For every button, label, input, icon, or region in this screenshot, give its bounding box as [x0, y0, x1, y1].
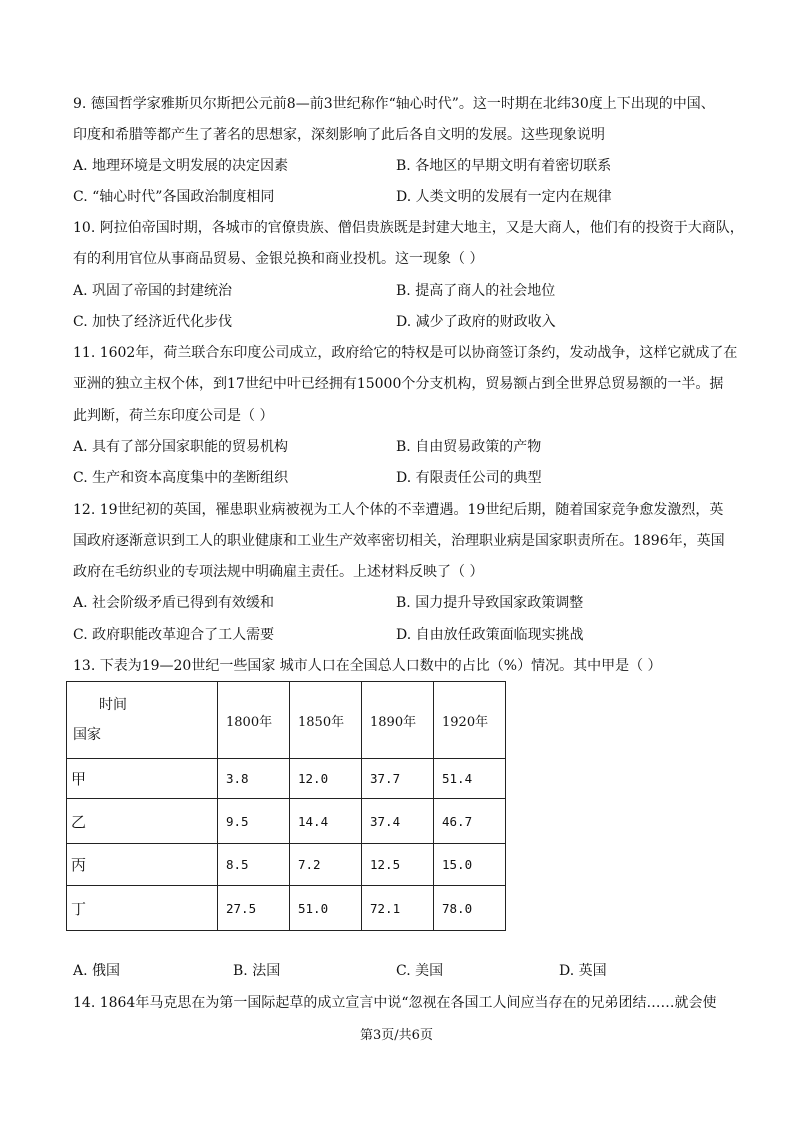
- header-time-label: 时间: [99, 697, 127, 713]
- table-cell: 14.4: [290, 799, 362, 844]
- q13-option-b: B. 法国: [233, 963, 281, 979]
- q11-option-a: A. 具有了部分国家职能的贸易机构: [73, 439, 289, 455]
- table-cell: 3.8: [218, 759, 290, 799]
- q12-option-b: B. 国力提升导致国家政策调整: [396, 595, 584, 611]
- table-cell: 78.0: [434, 886, 506, 931]
- table-cell: 72.1: [362, 886, 434, 931]
- page-number-footer: 第3页/共6页: [360, 1028, 433, 1043]
- table-row-country: 乙: [67, 799, 218, 844]
- table-cell: 7.2: [290, 844, 362, 886]
- header-country-label: 国家: [73, 727, 101, 743]
- table-cell: 51.0: [290, 886, 362, 931]
- q13-option-d: D. 英国: [559, 963, 607, 979]
- table-cell: 37.4: [362, 799, 434, 844]
- q13-stem-line1: 13. 下表为19—20世纪一些国家 城市人口在全国总人口数中的占比（%）情况。其中甲是（ ）: [73, 658, 662, 674]
- table-corner-cell: [67, 682, 218, 759]
- q11-stem-line1: 11. 1602年，荷兰联合东印度公司成立，政府给它的特权是可以协商签订条约，发动战争，这样它就成了在: [73, 345, 738, 361]
- q10-option-a: A. 巩固了帝国的封建统治: [73, 283, 233, 299]
- table-header-year: 1800年: [218, 682, 290, 759]
- q12-stem-line1: 12. 19世纪初的英国，罹患职业病被视为工人个体的不幸遭遇。19世纪后期，随着国家竞争愈发激烈，英: [73, 502, 724, 518]
- q9-option-d: D. 人类文明的发展有一定内在规律: [396, 189, 612, 205]
- table-cell: 8.5: [218, 844, 290, 886]
- table-row-country: 甲: [67, 759, 218, 799]
- table-cell: 12.5: [362, 844, 434, 886]
- q9-option-b: B. 各地区的早期文明有着密切联系: [396, 158, 612, 174]
- q9-option-a: A. 地理环境是文明发展的决定因素: [73, 158, 289, 174]
- table-cell: 9.5: [218, 799, 290, 844]
- q13-option-a: A. 俄国: [73, 963, 121, 979]
- q9-stem-line2: 印度和希腊等都产生了著名的思想家，深刻影响了此后各自文明的发展。这些现象说明: [73, 127, 605, 143]
- q10-option-c: C. 加快了经济近代化步伐: [73, 314, 233, 330]
- table-header-year: 1890年: [362, 682, 434, 759]
- q13-option-c: C. 美国: [396, 963, 444, 979]
- q11-stem-line2: 亚洲的独立主权个体，到17世纪中叶已经拥有15000个分支机构，贸易额占到全世界总贸易额的一半。据: [73, 376, 724, 392]
- table-row: [67, 799, 506, 844]
- urban-population-table: [66, 681, 506, 931]
- table-row: [67, 886, 506, 931]
- table-cell: 12.0: [290, 759, 362, 799]
- q11-option-c: C. 生产和资本高度集中的垄断组织: [73, 470, 289, 486]
- table-header-year: 1920年: [434, 682, 506, 759]
- q10-stem-line2: 有的利用官位从事商品贸易、金银兑换和商业投机。这一现象（ ）: [73, 251, 484, 267]
- q12-option-d: D. 自由放任政策面临现实挑战: [396, 627, 584, 643]
- q10-option-d: D. 减少了政府的财政收入: [396, 314, 556, 330]
- q11-stem-line3: 此判断，荷兰东印度公司是（ ）: [73, 408, 274, 424]
- q12-stem-line2: 国政府逐渐意识到工人的职业健康和工业生产效率密切相关，治理职业病是国家职责所在。1896年，英国: [73, 533, 725, 549]
- q9-option-c: C. “轴心时代”各国政治制度相同: [73, 189, 275, 205]
- table-cell: 15.0: [434, 844, 506, 886]
- q12-stem-line3: 政府在毛纺织业的专项法规中明确雇主责任。上述材料反映了（ ）: [73, 564, 484, 580]
- table-header-row: [67, 682, 506, 759]
- table-row-country: 丁: [67, 886, 218, 931]
- q10-stem-line1: 10. 阿拉伯帝国时期，各城市的官僚贵族、僧侣贵族既是封建大地主，又是大商人，他们有的投资于大商队，: [73, 220, 744, 236]
- q10-option-b: B. 提高了商人的社会地位: [396, 283, 556, 299]
- table-cell: 46.7: [434, 799, 506, 844]
- q14-stem-line1: 14. 1864年马克思在为第一国际起草的成立宣言中说“忽视在各国工人间应当存在的兄弟团结……就会使: [73, 995, 717, 1011]
- q12-option-a: A. 社会阶级矛盾已得到有效缓和: [73, 595, 275, 611]
- table-header-year: 1850年: [290, 682, 362, 759]
- table-row-country: 丙: [67, 844, 218, 886]
- table-row: [67, 844, 506, 886]
- q11-option-b: B. 自由贸易政策的产物: [396, 439, 542, 455]
- q12-option-c: C. 政府职能改革迎合了工人需要: [73, 627, 275, 643]
- table-cell: 51.4: [434, 759, 506, 799]
- table-cell: 37.7: [362, 759, 434, 799]
- table-cell: 27.5: [218, 886, 290, 931]
- q11-option-d: D. 有限责任公司的典型: [396, 470, 542, 486]
- q9-stem-line1: 9. 德国哲学家雅斯贝尔斯把公元前8—前3世纪称作“轴心时代”。这一时期在北纬30度上下出现的中国、: [73, 96, 715, 112]
- table-row: [67, 759, 506, 799]
